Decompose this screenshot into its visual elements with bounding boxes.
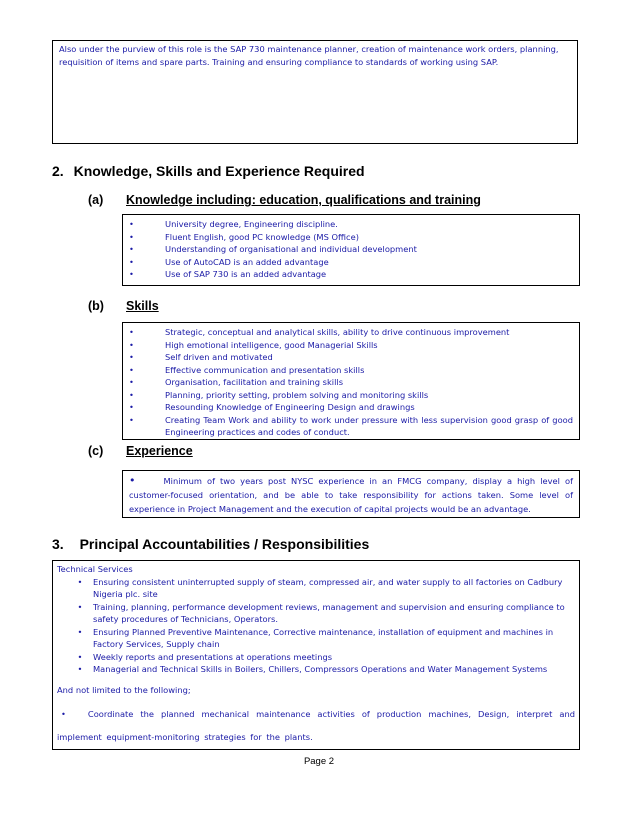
list-item: • Fluent English, good PC knowledge (MS Office)	[129, 231, 359, 242]
bullet-icon: •	[129, 256, 134, 267]
bullet-icon: •	[129, 244, 134, 254]
list-item: • Understanding of organisational and individual development	[129, 244, 417, 254]
list-item: • Weekly reports and presentations at operations meetings	[67, 651, 575, 664]
list-item: • Resounding Knowledge of Engineering Design and drawings	[129, 402, 415, 412]
bullet-icon: •	[77, 651, 83, 662]
list-item: • Ensuring consistent uninterrupted supply of steam, compressed air, and water supply to all factories on Cadbury Nigeria plc. site	[67, 576, 575, 601]
skills-title: Skills	[126, 299, 159, 313]
not-limited-text: And not limited to the following;	[57, 684, 191, 695]
bullet-icon: •	[129, 364, 134, 375]
list-item: • Managerial and Technical Skills in Boilers, Chillers, Compressors Operations and Water Management Systems	[67, 663, 575, 676]
bullet-icon: •	[129, 219, 134, 229]
bullet-icon: •	[77, 626, 83, 637]
list-item: • Strategic, conceptual and analytical skills, ability to drive continuous improvement	[129, 327, 510, 337]
list-item: • Effective communication and presentation skills	[129, 364, 365, 375]
group-title: Technical Services	[57, 564, 133, 574]
intro-text: Also under the purview of this role is the SAP 730 maintenance planner, creation of maintenance work orders, planning, requisition of items and spare parts. Training and ensuring compliance to standards of working using SAP.	[59, 44, 559, 67]
bullet-icon: •	[129, 339, 134, 350]
bullet-icon: •	[129, 414, 134, 425]
bullet-icon: •	[77, 576, 83, 587]
list-item: • Use of AutoCAD is an added advantage	[129, 256, 329, 267]
section3-heading	[52, 536, 572, 552]
skills-list	[129, 326, 573, 439]
experience-text: • Minimum of two years post NYSC experience in an FMCG company, display a high level of customer-focused orientation, and be able to take responsibility for actions taken. Some level of experience in Project Management and the execution of capital projects would be an advantage.	[129, 474, 573, 514]
bullet-icon: •	[77, 664, 83, 674]
bullet-icon: •	[129, 269, 134, 279]
section3-title: Principal Accountabilities / Responsibilities	[79, 536, 370, 552]
knowledge-box	[122, 214, 580, 286]
list-item: • High emotional intelligence, good Managerial Skills	[129, 339, 378, 350]
experience-title: Experience	[126, 444, 193, 458]
experience-box	[122, 470, 580, 518]
responsibilities-list	[57, 576, 575, 676]
skills-label: (b)	[88, 299, 104, 313]
list-item: • Organisation, facilitation and training skills	[129, 377, 344, 387]
list-item: • Ensuring Planned Preventive Maintenance, Corrective maintenance, installation of equipment and machines in Factory Services, Supply chain	[67, 626, 575, 651]
section2-title: Knowledge, Skills and Experience Required	[73, 163, 365, 179]
bullet-icon: •	[129, 327, 134, 337]
bullet-icon: •	[129, 377, 134, 387]
list-item: • Use of SAP 730 is an added advantage	[129, 269, 327, 279]
intro-box	[52, 40, 578, 144]
knowledge-label: (a)	[88, 193, 104, 207]
bullet-icon: •	[61, 709, 66, 719]
section3-number: 3.	[52, 536, 64, 552]
bullet-icon: •	[129, 402, 134, 412]
bullet-icon: •	[129, 389, 134, 400]
list-item: • Planning, priority setting, problem solving and monitoring skills	[129, 389, 429, 400]
list-item: • Self driven and motivated	[129, 352, 273, 362]
list-item: • University degree, Engineering discipline.	[129, 219, 338, 229]
bullet-icon: •	[129, 352, 134, 362]
knowledge-title: Knowledge including: education, qualifications and training	[126, 193, 481, 207]
skills-box	[122, 322, 580, 440]
section2-number: 2.	[52, 163, 64, 179]
list-item: • Creating Team Work and ability to work under pressure with less supervision good grasp of good Engineering practices and codes of conduct.	[129, 414, 573, 437]
bullet-icon: •	[77, 601, 83, 612]
list-item: • Training, planning, performance development reviews, management and supervision and ensuring compliance to safety procedures of Technicians, Operators.	[67, 601, 575, 626]
page-number: Page 2	[303, 756, 335, 767]
bullet-icon: •	[129, 474, 136, 487]
responsibilities-box	[52, 560, 580, 750]
knowledge-list	[129, 218, 579, 281]
experience-label: (c)	[88, 444, 104, 458]
section2-heading	[52, 163, 572, 179]
bullet-icon: •	[129, 231, 134, 242]
extra-item: • Coordinate the planned mechanical maintenance activities of production machines, Design, interpret and implement equipment-monitoring strategies for the plants.	[57, 709, 575, 742]
